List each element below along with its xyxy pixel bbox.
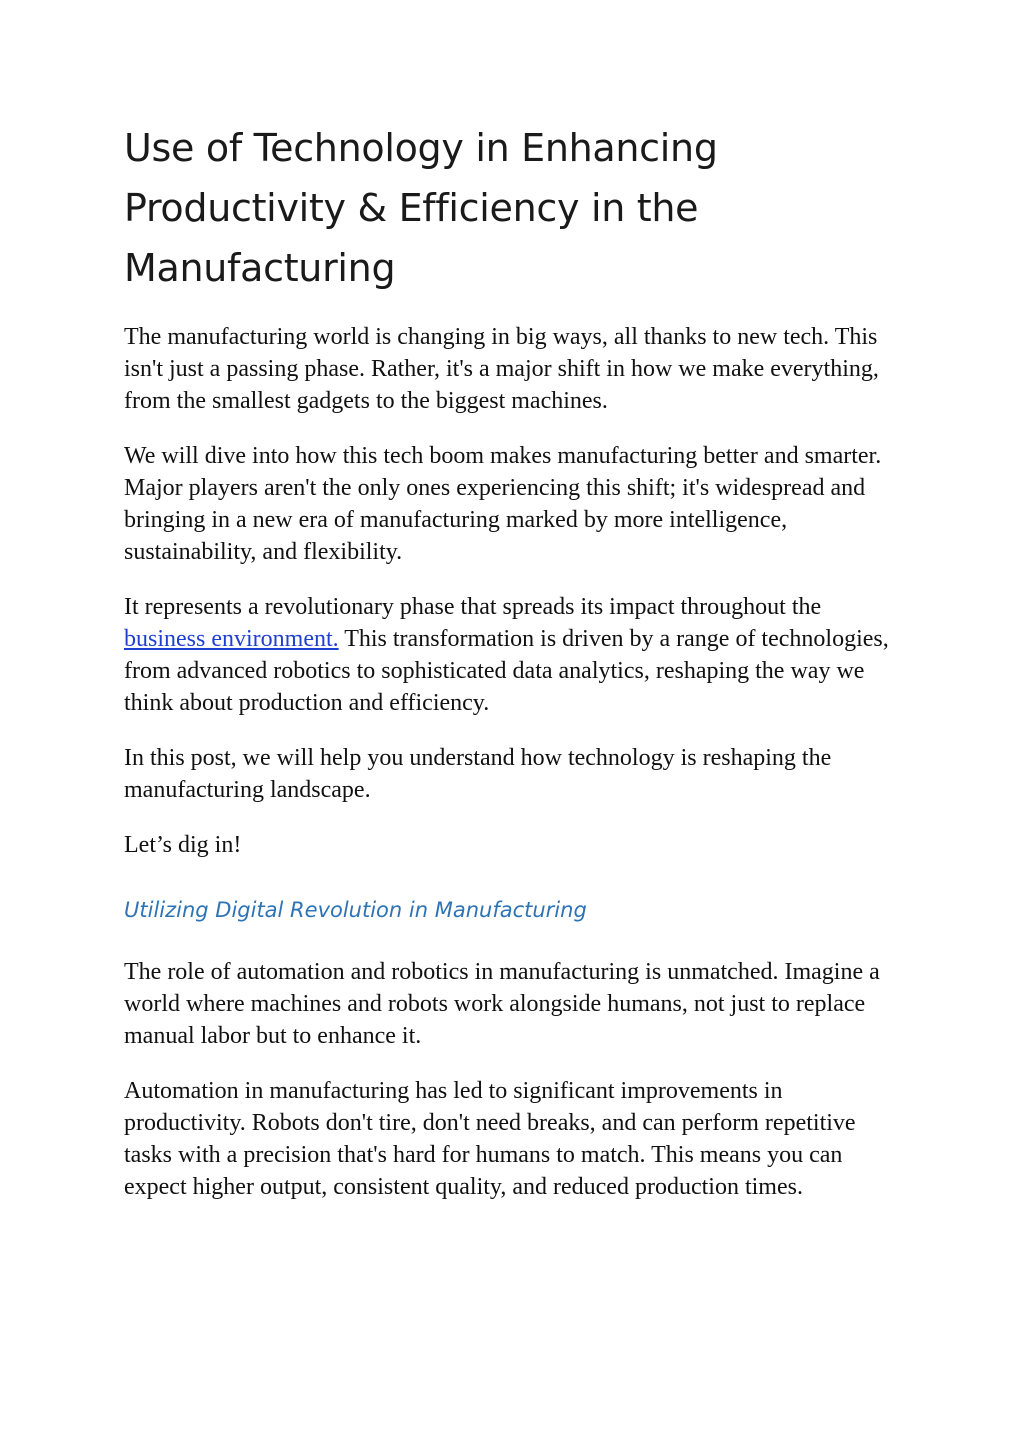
paragraph-dig-in: Let’s dig in! (124, 832, 242, 858)
paragraph-post-purpose: In this post, we will help you understand how technology is reshaping the manufacturing landscape. (124, 745, 832, 803)
paragraph-text-after-link: This transformation is driven by a range of technologies, from advanced robotics to sophisticated data analytics, reshaping the way we think about production and efficiency. (124, 626, 889, 716)
paragraph-text-before-link: It represents a revolutionary phase that spreads its impact throughout the (124, 594, 822, 620)
paragraph-revolutionary-phase (124, 591, 904, 719)
page-title: Use of Technology in Enhancing Productivity & Efficiency in the Manufacturing (124, 126, 718, 290)
paragraph-automation-role: The role of automation and robotics in manufacturing is unmatched. Imagine a world where machines and robots work alongside humans, not just to replace manual labor but to enhance it. (124, 959, 880, 1049)
paragraph-tech-boom: We will dive into how this tech boom makes manufacturing better and smarter. Major players aren't the only ones experiencing this shift; it's widespread and bringing in a new era of manufacturing marked by more intelligence, sustainability, and flexibility. (124, 443, 882, 565)
document-page (124, 118, 904, 1226)
paragraph-intro: The manufacturing world is changing in big ways, all thanks to new tech. This isn't just a passing phase. Rather, it's a major shift in how we make everything, from the smallest gadgets to the biggest machines. (124, 324, 879, 414)
section-heading: Utilizing Digital Revolution in Manufacturing (124, 898, 587, 922)
business-environment-link[interactable]: business environment. (124, 626, 339, 652)
paragraph-automation-productivity: Automation in manufacturing has led to significant improvements in productivity. Robots don't tire, don't need breaks, and can perform repetitive tasks with a precision that's hard for humans to match. This means you can expect higher output, consistent quality, and reduced production times. (124, 1078, 856, 1200)
